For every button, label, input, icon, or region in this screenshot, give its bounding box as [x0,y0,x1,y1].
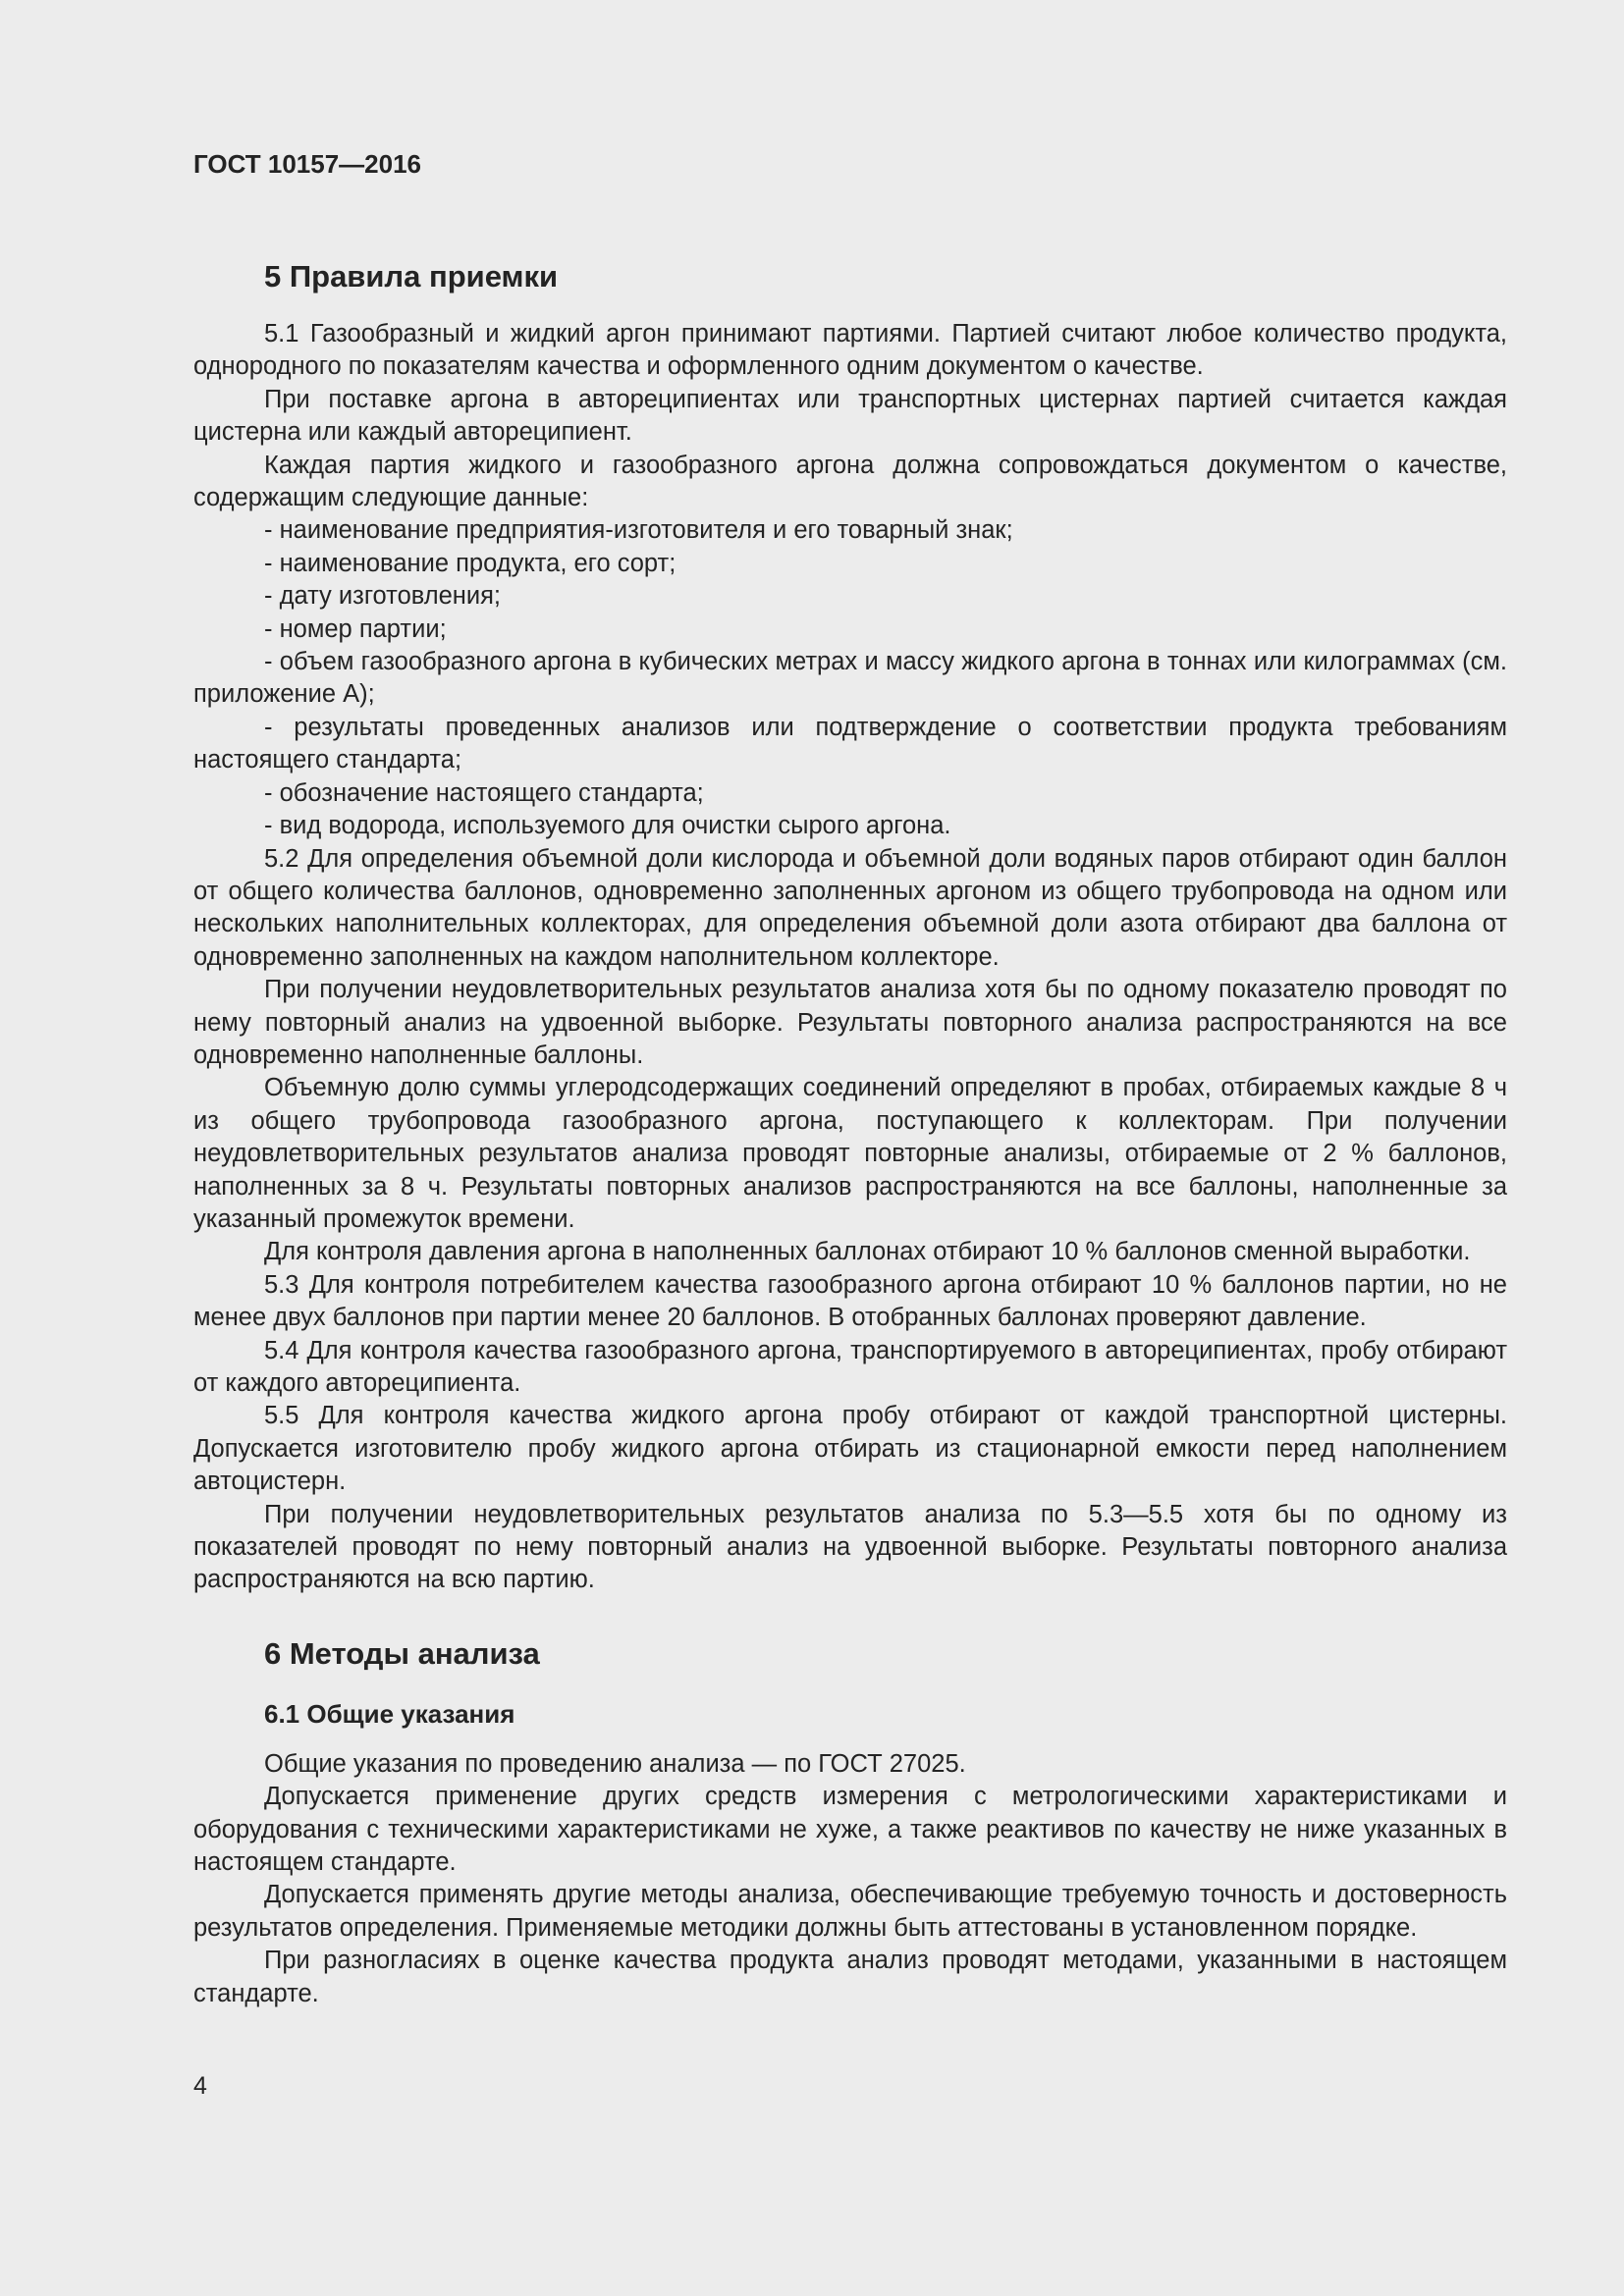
paragraph: При получении неудовлетворительных результатов анализа хотя бы по одному показателю проводят по нему повторный анализ на удвоенной выборке. Результаты повторного анализа распространяются на все одновременно наполненные баллоны. [193,976,1507,1069]
list-item: - объем газообразного аргона в кубических метрах и массу жидкого аргона в тоннах или килограммах (см. приложение А); [193,648,1507,709]
subsection-6-1-heading: 6.1 Общие указания [264,1698,515,1729]
page-number: 4 [193,2072,207,2100]
paragraph: Допускается применять другие методы анализа, обеспечивающие требуемую точность и достоверность результатов определения. Применяемые методики должны быть аттестованы в установленном порядке. [193,1881,1507,1942]
section-6-body [193,1748,1507,2010]
paragraph: Каждая партия жидкого и газообразного аргона должна сопровождаться документом о качестве, содержащим следующие данные: [193,451,1507,512]
list-item: - вид водорода, используемого для очистки сырого аргона. [264,812,951,840]
list-item: - номер партии; [264,614,447,643]
paragraph: 5.4 Для контроля качества газообразного аргона, транспортируемого в автореципиентах, пробу отбирают от каждого автореципиента. [193,1336,1507,1397]
document-header: ГОСТ 10157—2016 [193,149,421,179]
list-item: - обозначение настоящего стандарта; [264,778,704,807]
document-page [193,147,1507,2010]
paragraph: Объемную долю суммы углеродсодержащих соединений определяют в пробах, отбираемых каждые 8 ч из общего трубопровода газообразного аргона, поступающего к коллекторам. При получении неудовлетворительных результатов анализа проводят повторные анализы, отбираемые от 2 % баллонов, наполненных за 8 ч. Результаты повторных анализов распространяются на все баллоны, наполненные за указанный промежуток времени. [193,1074,1507,1233]
paragraph: При поставке аргона в автореципиентах или транспортных цистернах партией считается каждая цистерна или каждый автореципиент. [193,385,1507,447]
section-5-body [193,318,1507,1597]
list-item: - результаты проведенных анализов или подтверждение о соответствии продукта требованиям настоящего стандарта; [193,713,1507,774]
paragraph: 5.3 Для контроля потребителем качества газообразного аргона отбирают 10 % баллонов партии, но не менее двух баллонов при партии менее 20 баллонов. В отобранных баллонах проверяют давление. [193,1270,1507,1332]
paragraph: При получении неудовлетворительных результатов анализа по 5.3—5.5 хотя бы по одному из показателей проводят по нему повторный анализ на удвоенной выборке. Результаты повторного анализа распространяются на всю партию. [193,1500,1507,1594]
paragraph: Допускается применение других средств измерения с метрологическими характеристиками и оборудования с техническими характеристиками не хуже, а также реактивов по качеству не ниже указанных в настоящем стандарте. [193,1783,1507,1877]
section-6-heading: 6 Методы анализа [264,1635,540,1671]
list-item: - дату изготовления; [264,582,501,611]
paragraph: Для контроля давления аргона в наполненных баллонах отбирают 10 % баллонов сменной выработки. [264,1238,1471,1266]
paragraph: 5.2 Для определения объемной доли кислорода и объемной доли водяных паров отбирают один баллон от общего количества баллонов, одновременно заполненных аргоном из общего трубопровода на одном или нескольких наполнительных коллекторах, для определения объемной доли азота отбирают два баллона от одновременно заполненных на каждом наполнительном коллекторе. [193,844,1507,971]
paragraph: Общие указания по проведению анализа — по ГОСТ 27025. [264,1749,966,1778]
paragraph: 5.5 Для контроля качества жидкого аргона пробу отбирают от каждой транспортной цистерны. Допускается изготовителю пробу жидкого аргона отбирать из стационарной емкости перед наполнением автоцистерн. [193,1402,1507,1496]
section-5-heading: 5 Правила приемки [264,259,559,294]
paragraph: При разногласиях в оценке качества продукта анализ проводят методами, указанными в настоящем стандарте. [193,1947,1507,2007]
list-item: - наименование предприятия-изготовителя и его товарный знак; [264,516,1013,545]
list-item: - наименование продукта, его сорт; [264,549,677,577]
paragraph: 5.1 Газообразный и жидкий аргон принимают партиями. Партией считают любое количество продукта, однородного по показателям качества и оформленного одним документом о качестве. [193,320,1507,381]
